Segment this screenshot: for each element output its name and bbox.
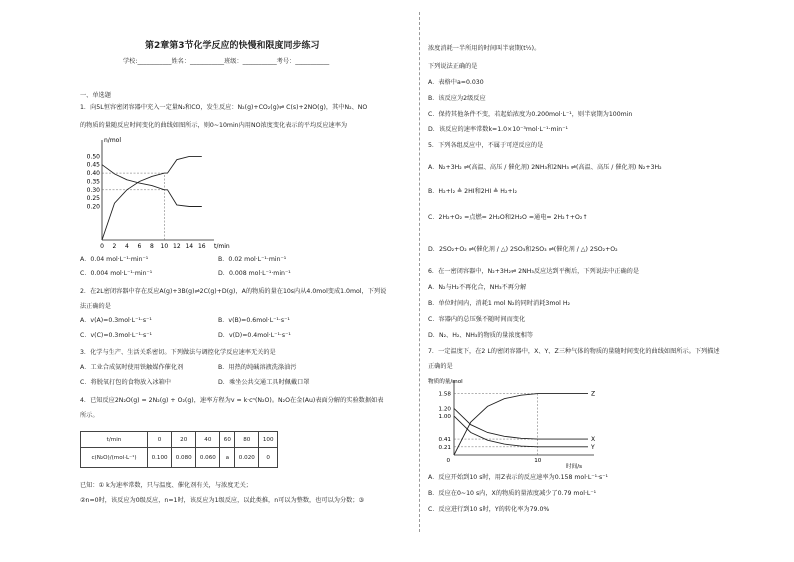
q4-note-2: ②n=0时，该反应为0级反应，n=1时，该反应为1级反应，以此类推，n可以为整数，也可以为分数；③ [80, 497, 365, 504]
q7-stem-2: 正确的是 [428, 363, 453, 370]
q7-option-b: B．反应在0~10 s内，X的物质的量浓度减少了0.79 mol·L⁻¹ [428, 490, 597, 497]
table-cell: 0.020 [235, 448, 259, 468]
q6-option-b: B．单位时间内，消耗1 mol N₂的同时消耗3mol H₂ [428, 300, 570, 307]
q1-option-d: D．0.008 mol·L⁻¹·min⁻¹ [218, 270, 291, 277]
table-cell: t/min [81, 432, 148, 448]
q4-data-table [80, 431, 278, 468]
q3-stem: 3．化学与生产、生活关系密切。下列做法与调控化学反应速率无关的是 [80, 349, 276, 356]
q6-option-c: C．容器内的总压强不随时间而变化 [428, 316, 526, 323]
table-cell: 0.080 [172, 448, 196, 468]
x-tick-label: 10 [534, 458, 542, 464]
q4-note-1: 已知：① k为速率常数，只与温度、催化剂有关，与浓度无关； [80, 482, 252, 489]
q5-option-c: C．2H₂+O₂ =点燃= 2H₂O和2H₂O =通电= 2H₂↑+O₂↑ [428, 214, 588, 221]
x-tick-label: 12 [173, 243, 181, 250]
y-tick-label: 1.00 [438, 414, 451, 421]
column-divider [419, 12, 420, 532]
q4-option-c: C．保持其他条件不变，若起始浓度为0.200mol·L⁻¹，则半衰期为100min [428, 111, 633, 118]
q1-chart [80, 134, 240, 254]
q2-option-a: A．v(A)=0.3mol·L⁻¹·s⁻¹ [80, 317, 152, 324]
q1-option-c: C．0.004 mol·L⁻¹·min⁻¹ [80, 270, 153, 277]
q5-option-a: A．N₂+3H₂ ⇌(高温、高压 / 催化剂) 2NH₃和2NH₃ ⇌(高温、高压 / 催化剂) N₂+3H₂ [428, 164, 662, 171]
q5-stem: 5．下列各组反应中，不属于可逆反应的是 [428, 142, 544, 149]
info-line: 学校:___________姓名：___________班级：___________考号：___________ [123, 58, 330, 65]
series-label-x: X [591, 436, 596, 444]
q4-continued: 浓度消耗一半所用的时间叫半衰期(t½)。 [428, 45, 541, 52]
series-label-y: Y [591, 443, 595, 451]
q4-stem-1: 4．已知反应2N₂O(g) = 2N₂(g) + O₂(g)，速率方程为v = k·cⁿ(N₂O)。N₂O在金(Au)表面分解的实验数据如表 [80, 397, 384, 404]
q4-question: 下列说法正确的是 [428, 63, 478, 70]
table-cell: 80 [235, 432, 259, 448]
x-tick-label: 0 [100, 243, 104, 250]
series-label-z: Z [591, 390, 596, 398]
q3-option-d: D．乘坐公共交通工具时佩戴口罩 [218, 379, 310, 386]
q2-option-c: C．v(C)=0.3mol·L⁻¹·s⁻¹ [80, 332, 152, 339]
series-line-1 [102, 156, 202, 240]
q4-option-d: D．该反应的速率常数k=1.0×10⁻³mol·L⁻¹·min⁻¹ [428, 126, 568, 133]
q1-option-a: A．0.04 mol·L⁻¹·min⁻¹ [80, 256, 149, 263]
table-cell: 0 [148, 432, 172, 448]
y-tick-label: 0.30 [86, 186, 100, 194]
x-tick-label: 2 [112, 243, 117, 250]
y-tick-label: 0.21 [438, 444, 451, 451]
table-cell: 0 [259, 448, 278, 468]
x-tick-label: 8 [149, 243, 154, 250]
y-axis-label: n/mol [104, 137, 122, 144]
table-cell: c(N₂O)/(mol·L⁻¹) [81, 448, 148, 468]
x-tick-label: 10 [160, 243, 169, 250]
q4-option-a: A．表格中a=0.030 [428, 79, 484, 86]
q1-option-b: B．0.02 mol·L⁻¹·min⁻¹ [218, 256, 287, 263]
section-heading: 一、单选题 [80, 92, 111, 99]
y-tick-label: 0.50 [86, 153, 100, 161]
q6-option-d: D．N₂、H₂、NH₃的物质的量浓度相等 [428, 332, 534, 339]
q3-option-a: A．工业合成氨时使用铁触媒作催化剂 [80, 364, 184, 371]
q2-option-d: D．v(D)=0.4mol·L⁻¹·s⁻¹ [218, 332, 291, 339]
x-tick-label: 14 [185, 243, 194, 250]
q2-stem-1: 2．在2L密闭容器中存在反应A(g)+3B(g)⇌2C(g)+D(g)，A的物质的量在10s内从4.0mol变成1.0mol，下列说 [80, 288, 387, 295]
y-tick-label: 0.35 [86, 178, 100, 186]
table-cell: 20 [172, 432, 196, 448]
table-cell: 0.060 [196, 448, 220, 468]
table-cell: 40 [196, 432, 220, 448]
table-cell: 0.100 [148, 448, 172, 468]
q6-option-a: A．N₂与H₂不再化合，NH₃不再分解 [428, 284, 527, 291]
table-row [81, 432, 278, 448]
x-tick-label: 4 [125, 243, 129, 250]
series-line-y [454, 416, 588, 447]
x-tick-label: 16 [197, 243, 206, 250]
q3-option-b: B．用热的纯碱溶液洗涤油污 [218, 364, 297, 371]
y-tick-label: 1.20 [438, 406, 451, 413]
q7-option-a: A．反应开始到10 s时，用Z表示的反应速率为0.158 mol·L⁻¹·s⁻¹ [428, 474, 609, 481]
x-tick-label: 0 [446, 458, 450, 464]
q3-option-c: C．将脱氧打包的食物放入冰箱中 [80, 379, 171, 386]
q5-option-b: B．H₂+I₂ ≜ 2HI和2HI ≜ H₂+I₂ [428, 188, 517, 195]
x-axis-label: t/min [214, 243, 230, 250]
q2-stem-2: 法正确的是 [80, 303, 111, 310]
y-tick-label: 0.45 [86, 161, 100, 169]
q4-stem-2: 所示。 [80, 412, 99, 419]
y-axis-label: 物质的量/mol [428, 379, 463, 385]
y-tick-label: 0.40 [86, 170, 100, 178]
q7-stem-1: 7．一定温度下，在2 L的密闭容器中，X、Y、Z三种气体的物质的量随时间变化的曲线如图所示。下列描述 [428, 348, 720, 355]
q6-stem: 6．在一密闭容器中，N₂+3H₂⇌ 2NH₃反应达到平衡后，下列说法中正确的是 [428, 268, 640, 275]
x-axis-label: 时间/s [566, 464, 582, 470]
table-cell: a [220, 448, 235, 468]
q4-option-b: B．该反应为2级反应 [428, 95, 486, 102]
y-tick-label: 0.25 [86, 195, 100, 203]
page-title: 第2章第3节化学反应的快慢和限度同步练习 [145, 41, 320, 51]
table-row [81, 448, 278, 468]
y-tick-label: 0.41 [438, 437, 451, 444]
y-tick-label: 0.20 [86, 203, 100, 211]
q1-stem-2: 的物质的量随反应时间变化的曲线如图所示，则0~10min内用NO浓度变化表示的平均反应速率为 [80, 122, 348, 129]
q7-chart [428, 375, 618, 470]
q7-option-c: C．反应进行到10 s时，Y的转化率为79.0% [428, 506, 550, 513]
q1-stem-1: 1．向5L恒容密闭容器中充入一定量N₂和CO，发生反应：N₂(g)+CO₂(g)⇌ C(s)+2NO(g)，其中N₂、NO [80, 104, 368, 111]
y-tick-label: 1.58 [438, 391, 451, 398]
x-tick-label: 6 [137, 243, 142, 250]
q5-option-d: D．2SO₂+O₂ ⇌(催化剂 / △) 2SO₃和2SO₃ ⇌(催化剂 / △) 2SO₂+O₂ [428, 246, 618, 253]
table-cell: 100 [259, 432, 278, 448]
table-cell: 60 [220, 432, 235, 448]
q2-option-b: B．v(B)=0.6mol·L⁻¹·s⁻¹ [218, 317, 290, 324]
